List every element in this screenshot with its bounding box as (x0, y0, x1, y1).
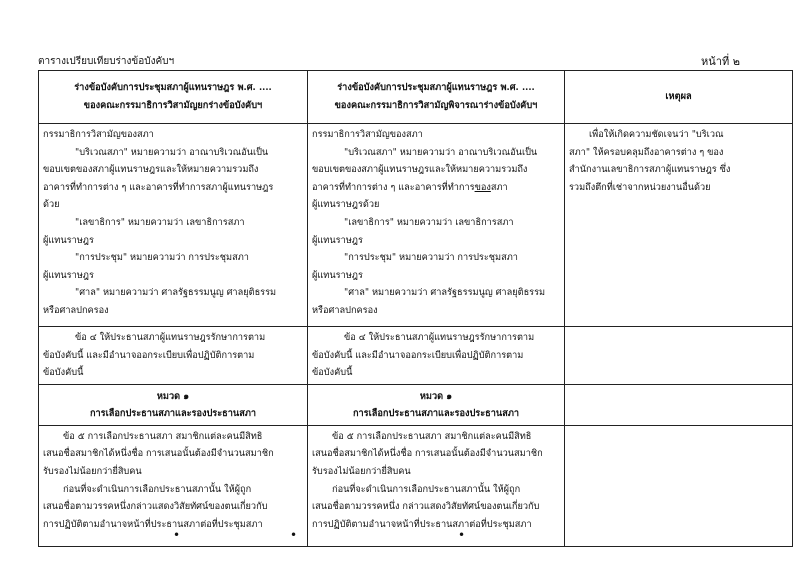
clause5-reason (565, 425, 793, 546)
text-line: กรรมาธิการวิสามัญของสภา (43, 129, 154, 140)
header-reason (565, 71, 793, 124)
definitions-col2 (308, 124, 565, 327)
text-line: ผู้แทนราษฎร (312, 234, 363, 246)
text-line: ก่อนที่จะดำเนินการเลือกประธานสภานั้น ให้ผู้ถูก (63, 483, 252, 495)
text-line: ผู้แทนราษฎร (43, 234, 94, 246)
clause4-col2 (308, 327, 565, 385)
document-title: ตารางเปรียบเทียบร่างข้อบังคับฯ (38, 56, 175, 67)
text-line: เพื่อให้เกิดความชัดเจนว่า "บริเวณ (589, 129, 724, 140)
text-line: "ศาล" หมายความว่า ศาลรัฐธรรมนูญ ศาลยุติธรรม (344, 287, 546, 299)
text-line: "บริเวณสภา" หมายความว่า อาณาบริเวณอันเป็น (75, 146, 269, 158)
text-fragment: อาคารที่ทำการต่าง ๆ และอาคารที่ทำการ (312, 181, 475, 193)
text-line: ขอบเขตของสภาผู้แทนราษฎรและให้หมายความรวมถึง (43, 164, 259, 176)
definitions-col1 (39, 124, 308, 327)
header-col2 (308, 71, 565, 124)
chapter-number: หมวด ๑ (419, 390, 453, 402)
header-col1-line2: ของคณะกรรมาธิการวิสามัญยกร่างข้อบังคับฯ (83, 100, 263, 111)
table-row (39, 327, 793, 385)
table-row (39, 384, 793, 425)
text-line: เสนอชื่อสมาชิกได้หนึ่งชื่อ การเสนอนั้นต้องมีจำนวนสมาชิก (312, 448, 543, 460)
text-line: ข้อ ๕ การเลือกประธานสภา สมาชิกแต่ละคนมีสิทธิ (63, 430, 263, 442)
text-line: ผู้แทนราษฎรด้วย (312, 199, 380, 211)
text-line: เสนอชื่อสมาชิกได้หนึ่งชื่อ การเสนอนั้นต้องมีจำนวนสมาชิก (43, 448, 274, 460)
table-header-row (39, 71, 793, 124)
text-line: "เลขาธิการ" หมายความว่า เลขาธิการสภา (344, 216, 514, 228)
clause4-reason (565, 327, 793, 385)
footer-mark: • (173, 528, 181, 542)
text-line: อาคารที่ทำการต่าง ๆ และอาคารที่ทำการสภาผู้แทนราษฎร (43, 181, 274, 193)
text-line: สำนักงานเลขาธิการสภาผู้แทนราษฎร ซึ่ง (569, 164, 731, 176)
header-col1 (39, 71, 308, 124)
text-line: เสนอชื่อตามวรรคหนึ่งกล่าวแสดงวิสัยทัศน์ของตนเกี่ยวกับ (43, 501, 268, 513)
header-col1-line1: ร่างข้อบังคับการประชุมสภาผู้แทนราษฎร พ.ศ. .... (74, 82, 272, 93)
text-line: กรรมาธิการวิสามัญของสภา (312, 129, 423, 140)
text-line: ผู้แทนราษฎร (312, 269, 363, 281)
text-line: "เลขาธิการ" หมายความว่า เลขาธิการสภา (75, 216, 245, 228)
text-line: ผู้แทนราษฎร (43, 269, 94, 281)
chapter-number: หมวด ๑ (156, 390, 190, 402)
text-line: รับรองไม่น้อยกว่ายี่สิบคน (312, 465, 411, 477)
text-line: หรือศาลปกครอง (312, 304, 378, 316)
chapter-col1 (39, 384, 308, 425)
text-line: ข้อ ๕ การเลือกประธานสภา สมาชิกแต่ละคนมีสิทธิ (332, 430, 532, 442)
header-reason-label: เหตุผล (665, 91, 692, 102)
text-line: "การประชุม" หมายความว่า การประชุมสภา (344, 252, 518, 264)
text-line: "ศาล" หมายความว่า ศาลรัฐธรรมนูญ ศาลยุติธรรม (75, 287, 277, 299)
text-line: ข้อ ๔ ให้ประธานสภาผู้แทนราษฎรรักษาการตาม (344, 332, 535, 343)
text-line: ข้อบังคับนี้ (43, 367, 84, 379)
header-col2-line2: ของคณะกรรมาธิการวิสามัญพิจารณาร่างข้อบังคับฯ (334, 100, 538, 111)
definitions-reason (565, 124, 793, 327)
chapter-reason (565, 384, 793, 425)
table-row (39, 124, 793, 327)
text-line: เสนอชื่อตามวรรคหนึ่ง กล่าวแสดงวิสัยทัศน์ของตนเกี่ยวกับ (312, 501, 540, 513)
text-line: "การประชุม" หมายความว่า การประชุมสภา (75, 252, 249, 264)
text-line: "บริเวณสภา" หมายความว่า อาณาบริเวณอันเป็น (344, 146, 538, 158)
text-line: ข้อ ๔ ให้ประธานสภาผู้แทนราษฎรรักษาการตาม (75, 332, 266, 343)
text-line: การปฏิบัติตามอำนาจหน้าที่ประธานสภาต่อที่ประชุมสภา (312, 518, 532, 530)
text-line: ขอบเขตของสภาผู้แทนราษฎรและให้หมายความรวมถึง (312, 164, 528, 176)
text-line: ข้อบังคับนี้ และมีอำนาจออกระเบียบเพื่อปฏิบัติการตาม (43, 349, 255, 361)
text-fragment: สภา (490, 181, 508, 193)
footer-mark: • (290, 528, 298, 542)
table-row (39, 425, 793, 546)
clause5-col2 (308, 425, 565, 546)
text-line: หรือศาลปกครอง (43, 304, 109, 316)
clause4-col1 (39, 327, 308, 385)
text-line (312, 179, 560, 197)
chapter-col2 (308, 384, 565, 425)
text-line: ข้อบังคับนี้ (312, 367, 353, 379)
page-number: หน้าที่ ๒ (701, 55, 740, 68)
text-line: รับรองไม่น้อยกว่ายี่สิบคน (43, 465, 142, 477)
underlined-text: ของ (474, 181, 491, 193)
footer-mark: • (458, 528, 466, 542)
comparison-table (38, 70, 793, 547)
header-col2-line1: ร่างข้อบังคับการประชุมสภาผู้แทนราษฎร พ.ศ. .... (337, 82, 535, 93)
text-line: ข้อบังคับนี้ และมีอำนาจออกระเบียบเพื่อปฏิบัติการตาม (312, 349, 524, 361)
text-line: สภา" ให้ครอบคลุมถึงอาคารต่าง ๆ ของ (569, 146, 724, 158)
chapter-title: การเลือกประธานสภาและรองประธานสภา (352, 407, 520, 419)
text-line: การปฏิบัติตามอำนาจหน้าที่ประธานสภาต่อที่ประชุมสภา (43, 518, 263, 530)
text-line: ก่อนที่จะดำเนินการเลือกประธานสภานั้น ให้ผู้ถูก (332, 483, 521, 495)
text-line: ด้วย (43, 199, 60, 211)
chapter-title: การเลือกประธานสภาและรองประธานสภา (89, 407, 257, 419)
text-line: รวมถึงตึกที่เช่าจากหน่วยงานอื่นด้วย (569, 181, 711, 193)
